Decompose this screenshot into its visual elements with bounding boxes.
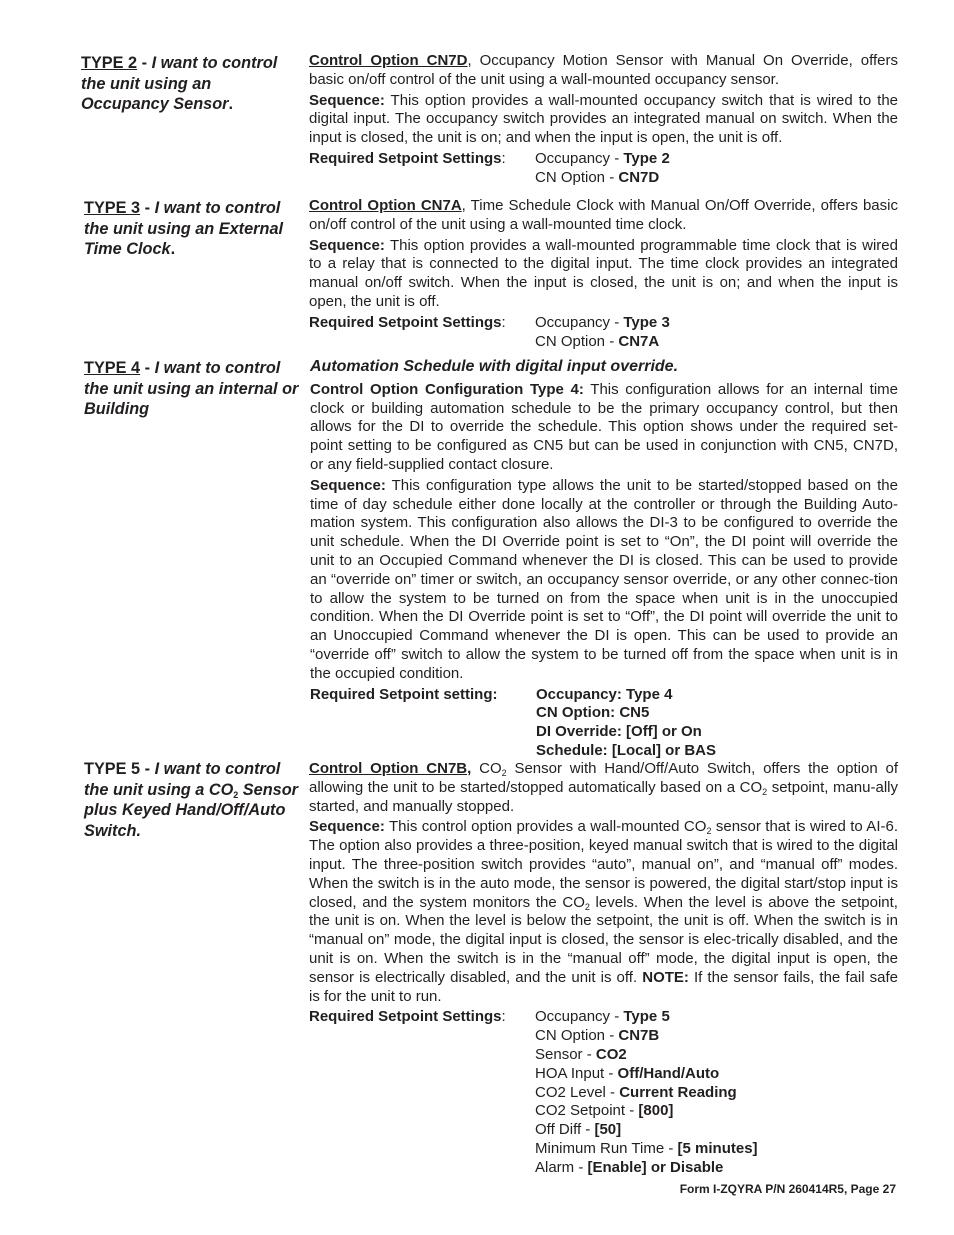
setting-value: [50] <box>594 1121 622 1139</box>
type3-settings-list <box>535 314 898 352</box>
type5-req-label-wrap <box>309 1008 535 1177</box>
type4-req-label: Required Setpoint setting: <box>310 685 498 703</box>
type3-required-settings <box>309 314 898 352</box>
setting-value: CN7B <box>618 1027 660 1045</box>
setting-value: [5 minutes] <box>677 1139 758 1157</box>
type5-settings-list <box>535 1008 898 1177</box>
setting-item: DI Override: [Off] or On <box>536 723 702 741</box>
type5-option-desc-b: Sensor with Hand/Off/Auto Switch, offers the option of allowing the unit to be started/stopped automatically based on a CO <box>309 760 899 796</box>
setting-value: Current Reading <box>619 1083 737 1101</box>
type5-sequence-label: Sequence: <box>309 818 385 836</box>
type2-period: . <box>228 95 234 114</box>
type3-heading <box>84 198 299 260</box>
setting-item <box>535 314 898 333</box>
type2-sequence-paragraph <box>309 92 898 148</box>
type5-option-name: Control Option CN7B, <box>309 760 472 777</box>
type3-body <box>309 197 898 351</box>
type4-sequence-text: This configuration type allows the unit to be started/stopped based on the time of day schedule either done locally at the controller or through the Building Auto-mation system. This configuration also allows the DI-3 to be configured to override the unit schedule. When the DI Override point is set to “On”, the DI point will override the unit to an Occupied Command whenever the DI is closed. This can be used to provide an “override on” timer or switch, an occupancy sensor override, or any other connec-tion to allow the system to be turned on from the space when unit is in the unoccupied condition. When the DI Override point is set to “Off”, the DI point will override the unit to an Unoccupied Command whenever the DI is open. This can be used to provide an “override off” switch to allow the system to be turned off from the space when unit is in the occupied condition. <box>310 476 898 682</box>
type5-note-label: NOTE: <box>642 968 689 986</box>
setting-item <box>535 150 898 169</box>
setting-name: CN Option - <box>535 332 619 350</box>
type4-heading <box>84 358 299 420</box>
setting-name: CN Option - <box>535 1027 619 1045</box>
setting-name: CO2 Setpoint - <box>535 1102 639 1120</box>
setting-name: Off Diff - <box>535 1121 595 1139</box>
setting-item <box>535 1027 898 1046</box>
type3-title: I want to control the unit using an External Time Clock <box>84 199 284 259</box>
type5-req-label: Required Setpoint Settings <box>309 1008 502 1026</box>
type3-req-label: Required Setpoint Settings <box>309 313 502 331</box>
subscript: 2 <box>584 901 590 912</box>
type5-label: TYPE 5 <box>84 760 141 778</box>
setting-value: [800] <box>638 1102 674 1120</box>
type4-sequence-paragraph <box>310 477 898 684</box>
setting-item <box>535 1065 898 1084</box>
type3-sequence-text: This option provides a wall-mounted programmable time clock that is wired to a relay that is connected to the digital input. The time clock provides an integrated manual on/off switch. When the input is closed, the unit is on; and when the input is open, the unit is off. <box>309 236 898 310</box>
type3-period: . <box>170 240 176 259</box>
type3-sequence-label: Sequence: <box>309 236 385 254</box>
type5-body <box>309 760 898 1178</box>
type4-subheading: Automation Schedule with digital input override. <box>310 358 679 375</box>
type5-sequence-c: levels. When the level is above the setpoint, the unit is on. When the level is below the setpoint, the unit is off. When the switch is in “manual on” mode, the digital input is closed, the sensor is elec-trically disabled, and the unit is on. When the switch is in the “manual off” mode, the digital input is open, the sensor is electrically disabled, and the unit is off. <box>309 893 898 986</box>
setting-name: Occupancy - <box>535 149 624 167</box>
type5-required-settings <box>309 1008 898 1177</box>
setting-name: CO2 Level - <box>535 1083 620 1101</box>
type5-option-paragraph <box>309 760 898 816</box>
type2-dash: - <box>137 54 152 72</box>
type5-sequence-a: This control option provides a wall-mounted CO <box>384 818 707 836</box>
type2-sequence-text: This option provides a wall-mounted occupancy switch that is wired to the digital input. The occupancy switch provides an integrated manual on switch. When the input is closed, the unit is on; and when the input is open, the unit is off. <box>309 91 898 147</box>
type4-required-settings <box>310 686 898 761</box>
type2-option-desc: , Occupancy Motion Sensor with Manual On Override, offers basic on/off control of the unit using a wall-mounted occupancy sensor. <box>309 52 898 88</box>
setting-item <box>535 1008 898 1027</box>
setting-item <box>535 1102 898 1121</box>
type5-dash: - <box>140 760 155 778</box>
setting-item <box>535 333 898 352</box>
setting-value: Off/Hand/Auto <box>617 1064 720 1082</box>
setting-item <box>535 1159 898 1178</box>
page-footer: Form I-ZQYRA P/N 260414R5, Page 27 <box>679 1182 896 1196</box>
type2-req-label: Required Setpoint Settings <box>309 149 502 167</box>
setting-value: [Enable] or Disable <box>587 1158 724 1176</box>
setting-item <box>535 1121 898 1140</box>
type3-sequence-paragraph <box>309 237 898 312</box>
type3-option-name: Control Option CN7A <box>309 197 462 214</box>
setting-value: CO2 <box>595 1045 627 1063</box>
type2-label: TYPE 2 <box>81 54 138 72</box>
setting-name: Alarm - <box>535 1158 588 1176</box>
type4-config-paragraph <box>310 381 898 475</box>
type4-dash: - <box>140 359 155 377</box>
setting-value: Type 3 <box>623 313 670 331</box>
type3-req-colon: : <box>501 313 506 331</box>
type5-req-colon: : <box>501 1008 506 1026</box>
type2-body <box>309 52 898 188</box>
type5-title-a: I want to control the unit using a CO <box>84 760 281 799</box>
type5-title-sub: 2 <box>233 789 239 800</box>
setting-value: Type 2 <box>623 149 670 167</box>
type2-title: I want to control the unit using an Occupancy Sensor <box>81 54 278 114</box>
type4-title: I want to control the unit using an internal or Building <box>84 359 299 419</box>
type2-settings-list <box>535 150 898 188</box>
type2-sequence-label: Sequence: <box>309 91 385 109</box>
type3-label: TYPE 3 <box>84 199 141 217</box>
type2-req-colon: : <box>501 149 506 167</box>
subscript: 2 <box>762 786 768 797</box>
type4-body <box>310 358 898 761</box>
setting-item <box>535 169 898 188</box>
type3-option-desc: , Time Schedule Clock with Manual On/Off Override, offers basic on/off control of the unit using a wall-mounted time clock. <box>309 197 898 233</box>
type3-dash: - <box>140 199 155 217</box>
type5-sequence-b: sensor that is wired to AI-6. The option also provides a three-position, keyed manual switch that is wired to the digital input. The three-position switch provides “auto”, manual on”, and “manual off” modes. When the switch is in the auto mode, the sensor is powered, the digital start/stop input is closed, and the system monitors the CO <box>309 818 898 911</box>
type5-note-text: If the sensor fails, the fail safe is for the unit to run. <box>309 968 898 1005</box>
setting-value: Type 5 <box>623 1008 670 1026</box>
setting-name: Sensor - <box>535 1045 596 1063</box>
type4-sequence-label: Sequence: <box>310 476 386 494</box>
type4-config-label: Control Option Configuration Type 4: <box>310 380 584 398</box>
subscript: 2 <box>706 826 712 837</box>
type5-heading <box>84 759 299 841</box>
type3-req-label-wrap <box>309 314 535 352</box>
type2-option-name: Control Option CN7D <box>309 52 468 69</box>
setting-name: Occupancy - <box>535 313 624 331</box>
setting-name: Minimum Run Time - <box>535 1139 678 1157</box>
setting-item: CN Option: CN5 <box>536 704 650 722</box>
type2-heading <box>81 53 296 115</box>
setting-item <box>535 1046 898 1065</box>
type5-option-desc-c: setpoint, manu-ally started, and manually stopped. <box>309 778 898 815</box>
type4-settings-list <box>536 686 898 761</box>
setting-item: Schedule: [Local] or BAS <box>536 741 717 759</box>
setting-item <box>535 1084 898 1103</box>
setting-name: Occupancy - <box>535 1008 624 1026</box>
setting-name: CN Option - <box>535 168 619 186</box>
setting-item: Occupancy: Type 4 <box>536 685 673 703</box>
setting-name: HOA Input - <box>535 1064 618 1082</box>
type2-option-paragraph <box>309 52 898 90</box>
type5-title-b: Sensor plus Keyed Hand/Off/Auto Switch. <box>84 780 298 840</box>
setting-value: CN7D <box>618 168 660 186</box>
type5-sequence-paragraph <box>309 818 898 1006</box>
type4-label: TYPE 4 <box>84 359 141 377</box>
type2-req-label-wrap <box>309 150 535 188</box>
subscript: 2 <box>501 768 507 778</box>
type3-option-paragraph <box>309 197 898 235</box>
type2-required-settings <box>309 150 898 188</box>
setting-item <box>535 1140 898 1159</box>
type4-config-text: This configuration allows for an internal time clock or building automation schedule to be the primary occupancy control, but then allows for the DI to override the schedule. This option shows under the required set-point setting to be configured as CN5 but can be used in conjunction with CN5, CN7D, or any field-supplied contact closure. <box>310 380 898 473</box>
type5-option-desc-a: CO <box>471 760 502 777</box>
setting-value: CN7A <box>618 332 660 350</box>
